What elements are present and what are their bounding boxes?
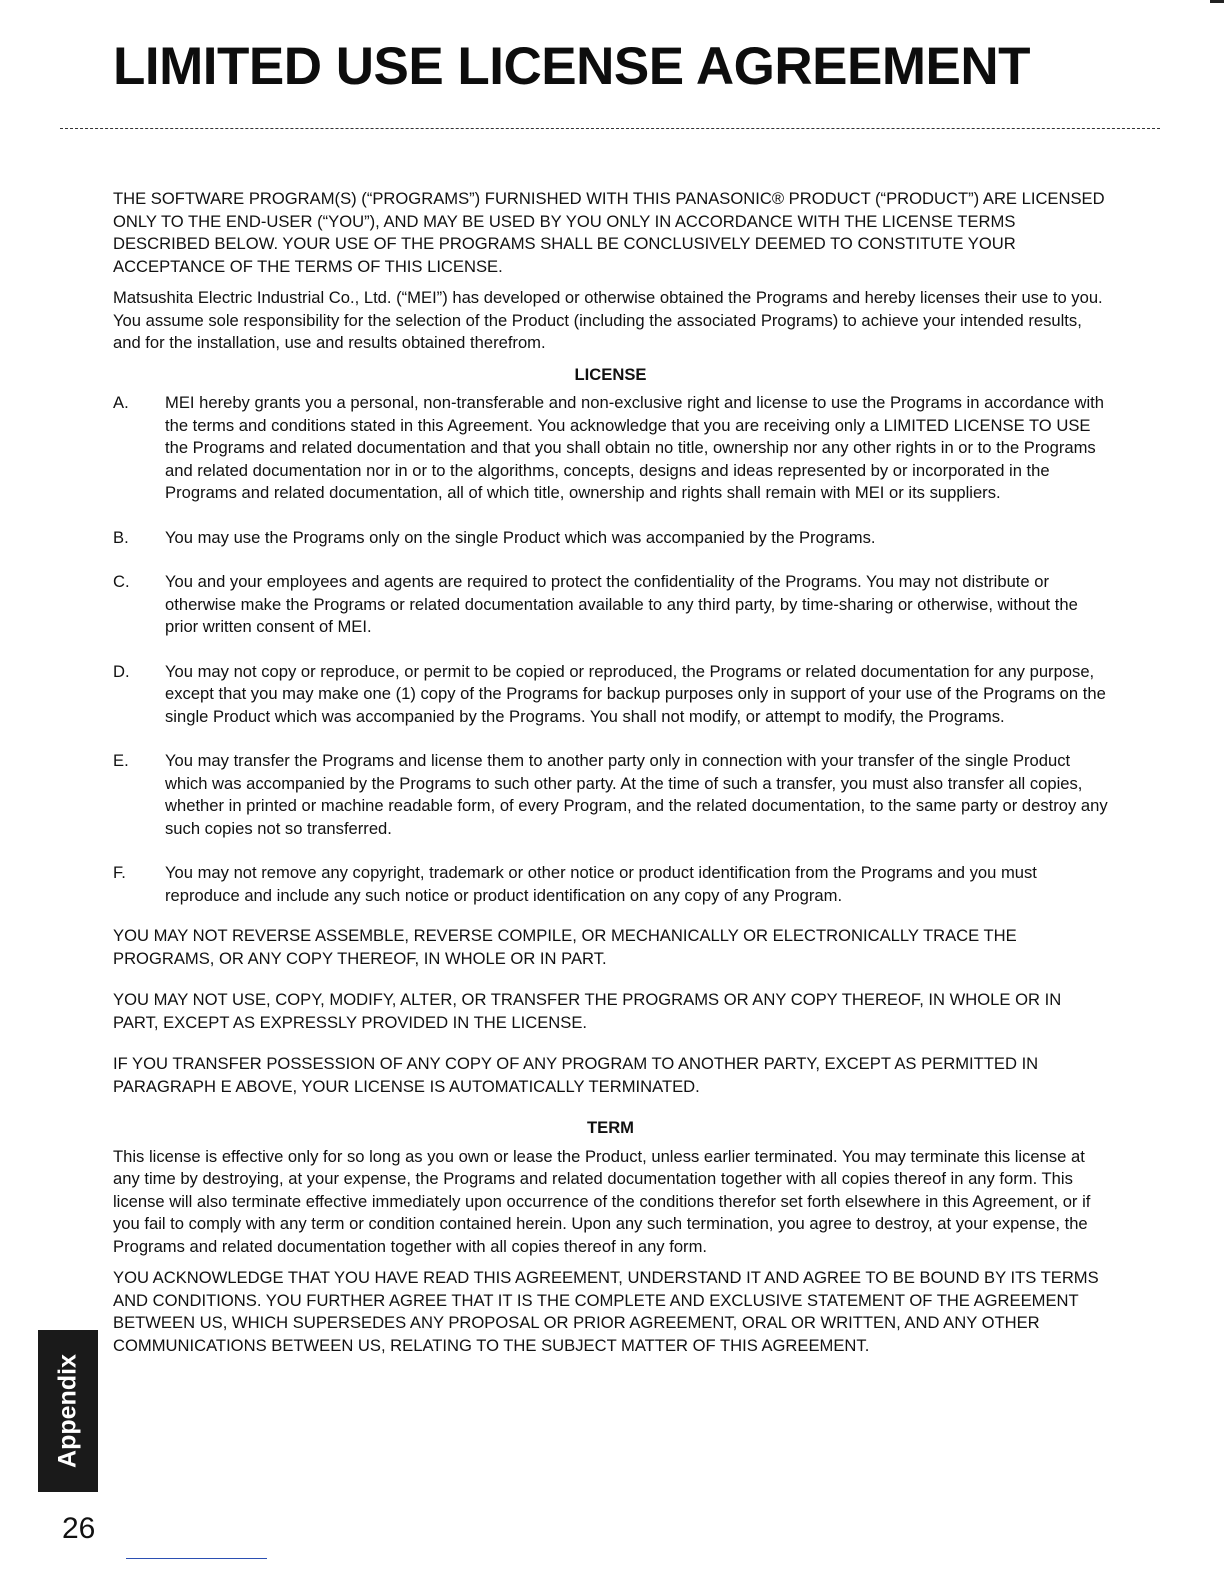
corner-mark (1210, 0, 1224, 3)
term-heading: TERM (586, 1118, 634, 1137)
term-paragraph: This license is effective only for so long as you own or lease the Product, unless earlier terminated. You may terminate this license at any time by destroying, at your expense, the Programs and related documentation together with all copies thereof in any form. This license will also terminate effective immediately upon occurrence of the conditions therefor set forth elsewhere in this Agreement, or if you fail to comply with any term or condition contained herein. Upon any such termination, you agree to destroy, at your expense, the Programs and related documentation together with all copies thereof in any form. (113, 1146, 1091, 1256)
restriction-paragraph: YOU MAY NOT USE, COPY, MODIFY, ALTER, OR TRANSFER THE PROGRAMS OR ANY COPY THEREOF, IN WHOLE OR IN PART, EXCEPT AS EXPRESSLY PROVIDED IN THE LICENSE. (113, 990, 1062, 1032)
item-letter: B. (113, 527, 129, 547)
agreement-body (113, 188, 1108, 1366)
item-text: You and your employees and agents are required to protect the confidentiality of the Programs. You may not distribute or otherwise make the Programs or related documentation available to any third party, by time-sharing or otherwise, without the prior written consent of MEI. (165, 572, 1078, 636)
item-text: MEI hereby grants you a personal, non-transferable and non-exclusive right and license to use the Programs in accordance with the terms and conditions stated in this Agreement. You acknowledge that you are receiving only a LIMITED LICENSE TO USE the Programs and related documentation and that you shall obtain no title, ownership nor any other rights in or to the Programs and related documentation nor in or to the algorithms, concepts, designs and ideas represented by or incorporated in the Programs and related documentation, all of which title, ownership and rights shall remain with MEI or its suppliers. (165, 393, 1104, 502)
license-item (113, 392, 1108, 505)
page-number: 26 (62, 1512, 96, 1545)
title-divider (60, 128, 1160, 129)
footer-rule (126, 1558, 267, 1559)
license-item (113, 661, 1108, 729)
restriction-paragraph: IF YOU TRANSFER POSSESSION OF ANY COPY OF ANY PROGRAM TO ANOTHER PARTY, EXCEPT AS PERMITTED IN PARAGRAPH E ABOVE, YOUR LICENSE IS AUTOMATICALLY TERMINATED. (113, 1054, 1039, 1096)
item-letter: A. (113, 393, 129, 412)
item-letter: F. (113, 863, 126, 882)
license-heading: LICENSE (574, 364, 647, 384)
item-text: You may use the Programs only on the single Product which was accompanied by the Programs. (165, 527, 876, 547)
appendix-tab-label: Appendix (53, 1354, 82, 1468)
item-text: You may not remove any copyright, trademark or other notice or product identification from the Programs and you must reproduce and include any such notice or product identification on any copy of any Program. (165, 863, 1037, 905)
intro-paragraph: THE SOFTWARE PROGRAM(S) (“PROGRAMS”) FURNISHED WITH THIS PANASONIC® PRODUCT (“PRODUCT”) ARE LICENSED ONLY TO THE END-USER (“YOU”), AND MAY BE USED BY YOU ONLY IN ACCORDANCE WITH THE LICENSE TERMS DESCRIBED BELOW. YOUR USE OF THE PROGRAMS SHALL BE CONCLUSIVELY DEEMED TO CONSTITUTE YOUR ACCEPTANCE OF THE TERMS OF THIS LICENSE. (113, 189, 1105, 276)
license-item (113, 750, 1108, 840)
license-item (113, 571, 1108, 639)
item-letter: C. (113, 572, 130, 591)
restriction-paragraph: YOU MAY NOT REVERSE ASSEMBLE, REVERSE COMPILE, OR MECHANICALLY OR ELECTRONICALLY TRACE THE PROGRAMS, OR ANY COPY THEREOF, IN WHOLE OR IN PART. (113, 926, 1017, 968)
appendix-side-tab (38, 1330, 98, 1492)
page-title: LIMITED USE LICENSE AGREEMENT (113, 37, 1030, 96)
item-text: You may not copy or reproduce, or permit to be copied or reproduced, the Programs or related documentation for any purpose, except that you may make one (1) copy of the Programs for backup purposes only in support of your use of the Programs on the single Product which was accompanied by the Programs. You shall not modify, or attempt to modify, the Programs. (165, 661, 1106, 726)
item-letter: D. (113, 661, 130, 681)
intro-paragraph: Matsushita Electric Industrial Co., Ltd. (“MEI”) has developed or otherwise obtained the Programs and hereby licenses their use to you. You assume sole responsibility for the selection of the Product (including the associated Programs) to achieve your intended results, and for the installation, use and results obtained therefrom. (113, 288, 1103, 352)
acknowledgement-paragraph: YOU ACKNOWLEDGE THAT YOU HAVE READ THIS AGREEMENT, UNDERSTAND IT AND AGREE TO BE BOUND BY ITS TERMS AND CONDITIONS. YOU FURTHER AGREE THAT IT IS THE COMPLETE AND EXCLUSIVE STATEMENT OF THE AGREEMENT BETWEEN US, WHICH SUPERSEDES ANY PROPOSAL OR PRIOR AGREEMENT, ORAL OR WRITTEN, AND ANY OTHER COMMUNICATIONS BETWEEN US, RELATING TO THE SUBJECT MATTER OF THIS AGREEMENT. (113, 1268, 1099, 1355)
license-item (113, 527, 1108, 550)
item-text: You may transfer the Programs and license them to another party only in connection with your transfer of the single Product which was accompanied by the Programs to such other party. At the time of such a transfer, you must also transfer all copies, whether in printed or machine readable form, of every Program, and the related documentation, to the same party or destroy any such copies not so transferred. (165, 751, 1108, 838)
license-item (113, 862, 1108, 907)
item-letter: E. (113, 751, 129, 770)
